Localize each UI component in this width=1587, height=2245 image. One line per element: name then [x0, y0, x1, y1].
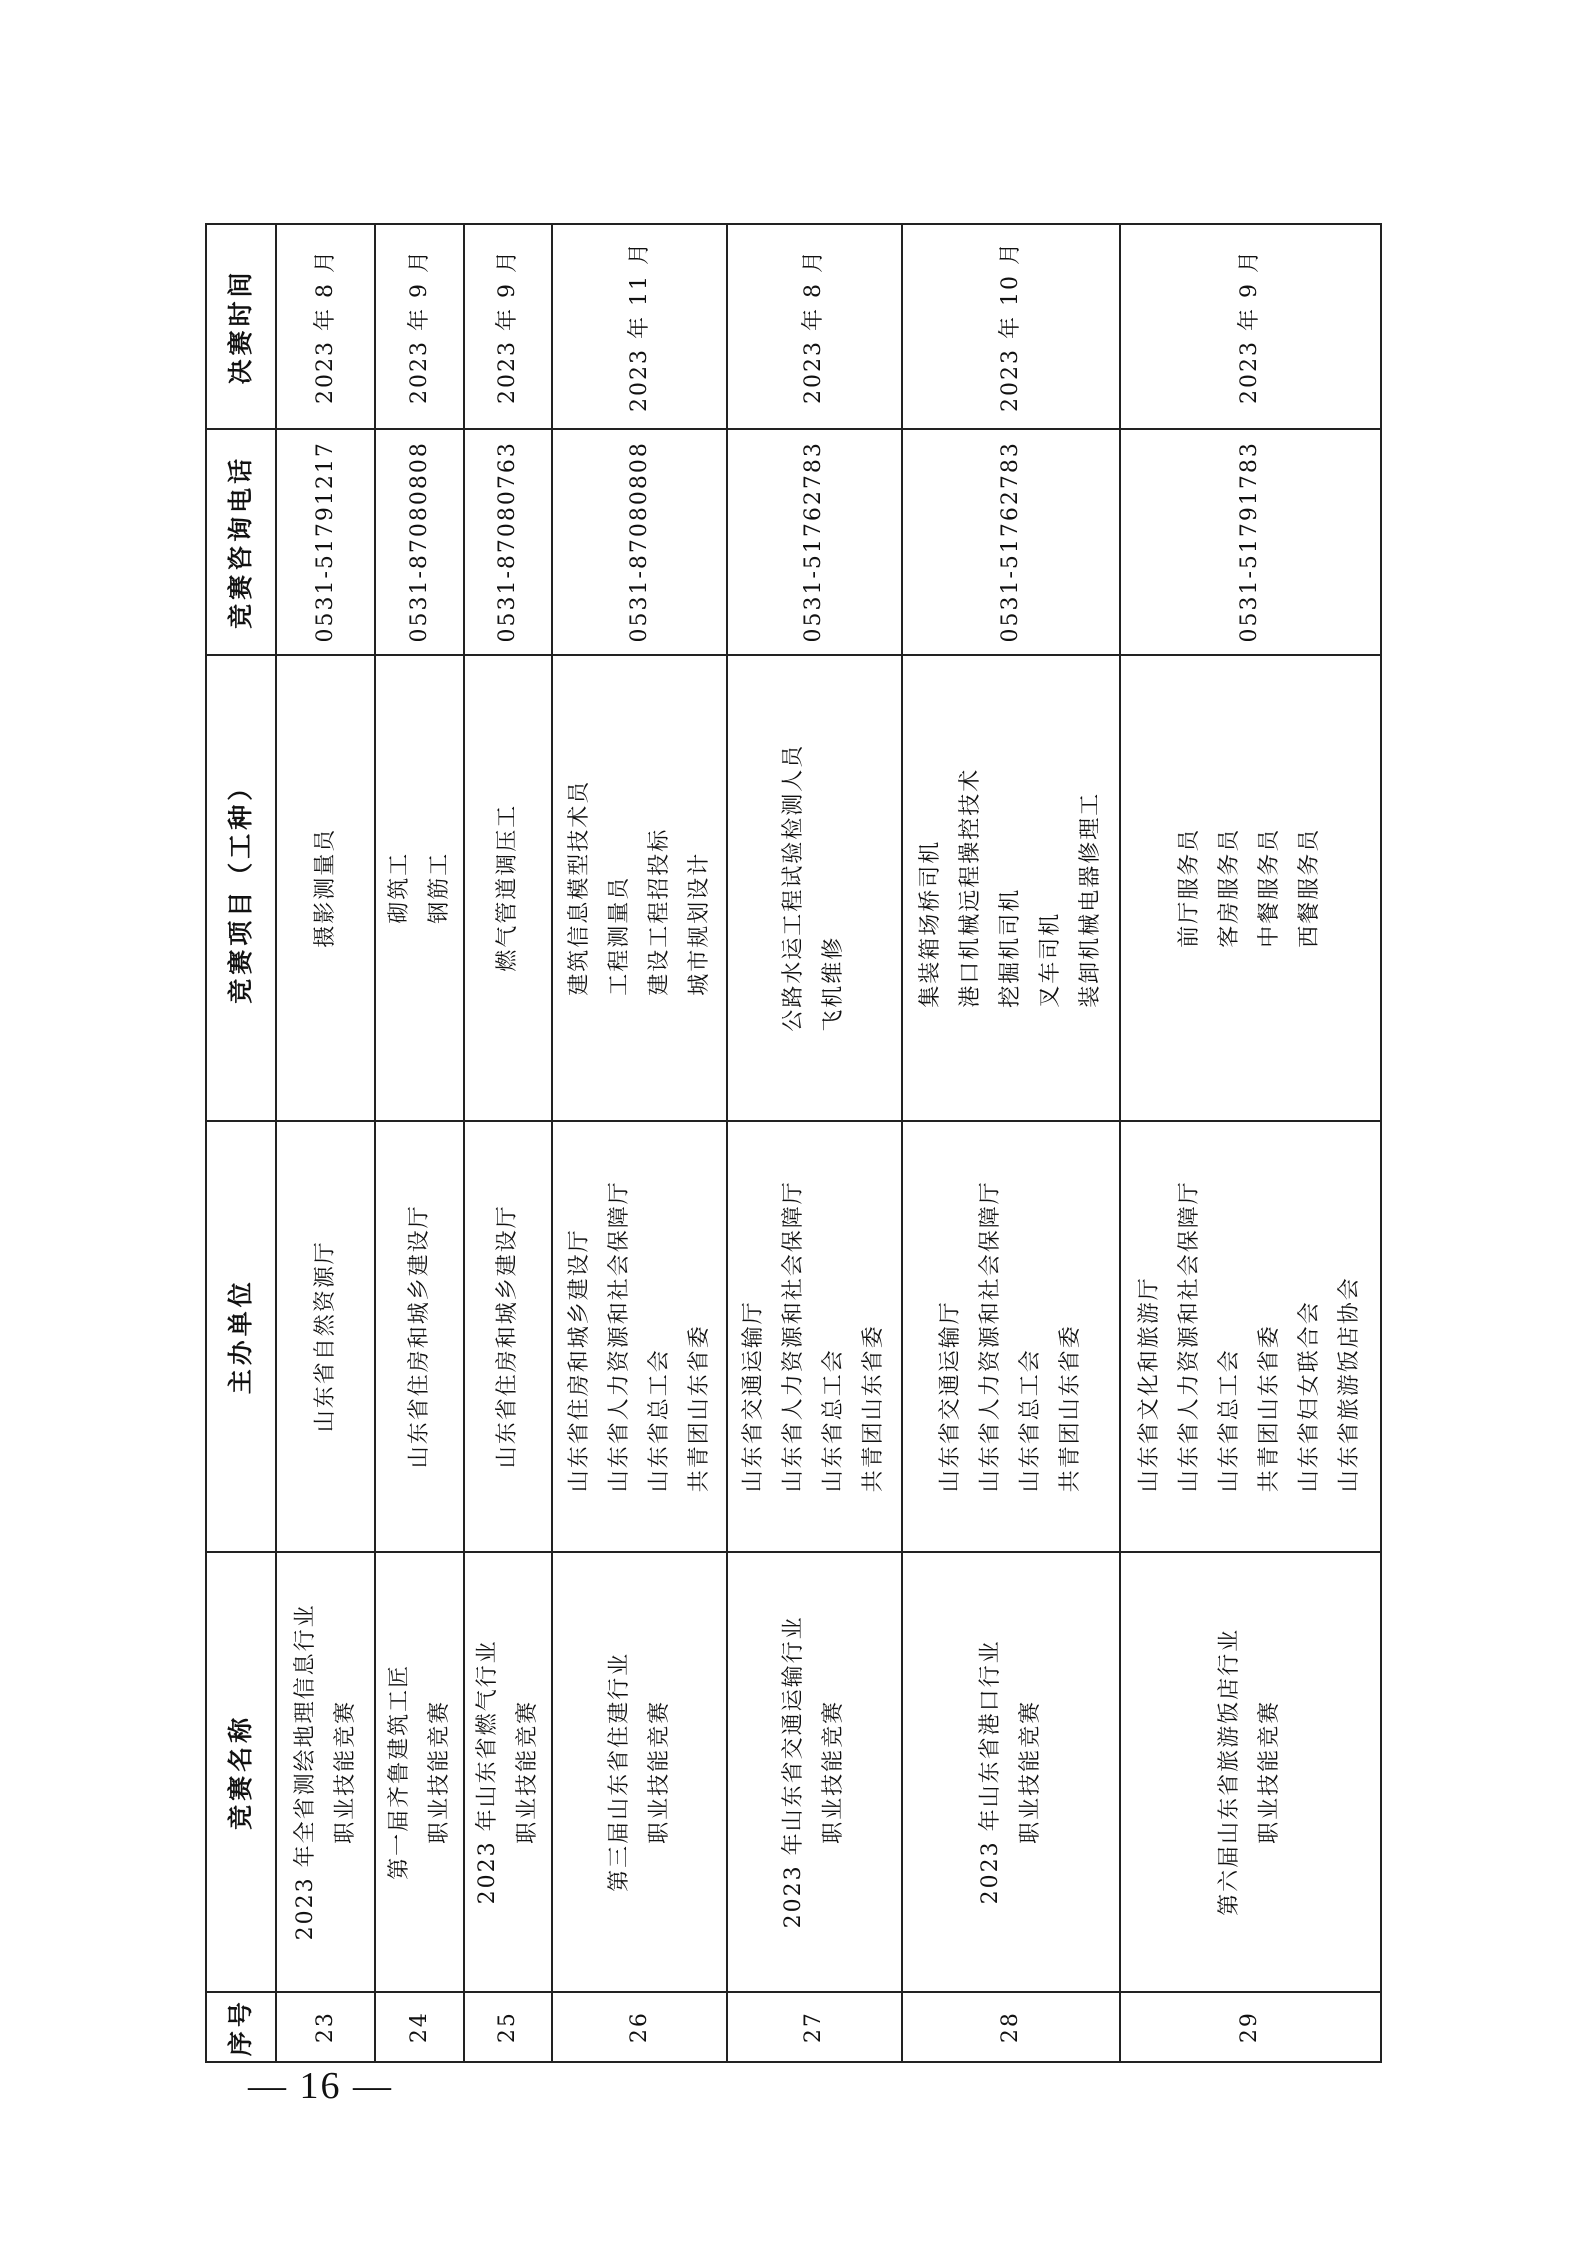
- item-line: 前厅服务员: [1177, 827, 1203, 948]
- organizer-line: 共青团山东省委: [861, 1324, 887, 1493]
- cell-final-time: 2023 年 9 月: [1120, 224, 1381, 429]
- item-line: 挖掘机司机: [997, 887, 1023, 1008]
- organizer-line: 共青团山东省委: [686, 1324, 712, 1493]
- header-seq: 序号: [206, 1992, 276, 2062]
- name-line: 职业技能竞赛: [1017, 1699, 1043, 1844]
- cell-phone: 0531-51762783: [902, 429, 1120, 655]
- cell-organizer: [727, 1121, 902, 1552]
- item-line: 装卸机械电器修理工: [1077, 791, 1103, 1008]
- organizer-line: 山东省人力资源和社会保障厅: [781, 1180, 807, 1493]
- organizer-line: 山东省人力资源和社会保障厅: [977, 1180, 1003, 1493]
- cell-organizer: [464, 1121, 552, 1552]
- cell-final-time: 2023 年 10 月: [902, 224, 1120, 429]
- item-line: 飞机维修: [821, 935, 847, 1032]
- organizer-line: 山东省文化和旅游厅: [1137, 1276, 1163, 1493]
- cell-phone: 0531-51791217: [276, 429, 375, 655]
- cell-name: [552, 1552, 727, 1993]
- name-line: 第一届齐鲁建筑工匠: [386, 1663, 412, 1880]
- cell-phone: 0531-87080763: [464, 429, 552, 655]
- organizer-line: 山东省人力资源和社会保障厅: [606, 1180, 632, 1493]
- organizer-line: 山东省自然资源厅: [312, 1240, 338, 1433]
- table-row: [276, 224, 375, 2062]
- name-line: 2023 年山东省港口行业: [977, 1639, 1003, 1905]
- cell-seq: 24: [375, 1992, 463, 2062]
- cell-items: [727, 655, 902, 1121]
- cell-name: [727, 1552, 902, 1993]
- item-line: 钢筋工: [426, 851, 452, 924]
- header-organizer: 主办单位: [206, 1121, 276, 1552]
- item-line: 建筑信息模型技术员: [566, 779, 592, 996]
- organizer-line: 山东省交通运输厅: [937, 1300, 963, 1493]
- cell-items: [276, 655, 375, 1121]
- table-header-row: [206, 224, 276, 2062]
- cell-final-time: 2023 年 8 月: [727, 224, 902, 429]
- name-line: 2023 年全省测绘地理信息行业: [292, 1603, 318, 1941]
- cell-seq: 23: [276, 1992, 375, 2062]
- table-row: [375, 224, 463, 2062]
- name-line: 职业技能竞赛: [646, 1699, 672, 1844]
- cell-final-time: 2023 年 11 月: [552, 224, 727, 429]
- table-body: [276, 224, 1381, 2062]
- cell-name: [902, 1552, 1120, 1993]
- name-line: 职业技能竞赛: [1257, 1699, 1283, 1844]
- cell-final-time: 2023 年 9 月: [464, 224, 552, 429]
- item-line: 公路水运工程试验检测人员: [781, 743, 807, 1032]
- cell-phone: 0531-87080808: [552, 429, 727, 655]
- name-line: 职业技能竞赛: [332, 1699, 358, 1844]
- name-line: 第三届山东省住建行业: [606, 1651, 632, 1892]
- table-row: [727, 224, 902, 2062]
- header-phone: 竞赛咨询电话: [206, 429, 276, 655]
- cell-organizer: [375, 1121, 463, 1552]
- table-row: [464, 224, 552, 2062]
- name-line: 2023 年山东省交通运输行业: [781, 1615, 807, 1929]
- item-line: 工程测量员: [606, 875, 632, 996]
- organizer-line: 山东省总工会: [821, 1348, 847, 1493]
- cell-items: [902, 655, 1120, 1121]
- organizer-line: 山东省交通运输厅: [741, 1300, 767, 1493]
- item-line: 建设工程招投标: [646, 827, 672, 996]
- organizer-line: 山东省人力资源和社会保障厅: [1177, 1180, 1203, 1493]
- cell-final-time: 2023 年 8 月: [276, 224, 375, 429]
- cell-phone: 0531-87080808: [375, 429, 463, 655]
- organizer-line: 山东省住房和城乡建设厅: [494, 1204, 520, 1469]
- organizer-line: 山东省旅游饭店协会: [1337, 1276, 1363, 1493]
- cell-name: [375, 1552, 463, 1993]
- cell-organizer: [552, 1121, 727, 1552]
- item-line: 客房服务员: [1217, 827, 1243, 948]
- organizer-line: 山东省总工会: [1017, 1348, 1043, 1493]
- organizer-line: 山东省妇女联合会: [1297, 1300, 1323, 1493]
- header-final-time: 决赛时间: [206, 224, 276, 429]
- table-row: [902, 224, 1120, 2062]
- cell-seq: 28: [902, 1992, 1120, 2062]
- name-line: 第六届山东省旅游饭店行业: [1217, 1627, 1243, 1916]
- cell-seq: 26: [552, 1992, 727, 2062]
- organizer-line: 山东省住房和城乡建设厅: [406, 1204, 432, 1469]
- table-row: [552, 224, 727, 2062]
- name-line: 2023 年山东省燃气行业: [474, 1639, 500, 1905]
- organizer-line: 共青团山东省委: [1057, 1324, 1083, 1493]
- item-line: 燃气管道调压工: [494, 803, 520, 972]
- header-items: 竞赛项目（工种）: [206, 655, 276, 1121]
- item-line: 叉车司机: [1037, 911, 1063, 1008]
- cell-name: [1120, 1552, 1381, 1993]
- cell-items: [375, 655, 463, 1121]
- organizer-line: 山东省总工会: [646, 1348, 672, 1493]
- cell-organizer: [1120, 1121, 1381, 1552]
- organizer-line: 共青团山东省委: [1257, 1324, 1283, 1493]
- item-line: 西餐服务员: [1297, 827, 1323, 948]
- page-number: — 16 —: [248, 2065, 393, 2107]
- table-row: [1120, 224, 1381, 2062]
- rotated-table-container: [205, 223, 1382, 2063]
- item-line: 摄影测量员: [312, 827, 338, 948]
- cell-phone: 0531-51762783: [727, 429, 902, 655]
- cell-seq: 25: [464, 1992, 552, 2062]
- name-line: 职业技能竞赛: [426, 1699, 452, 1844]
- cell-phone: 0531-51791783: [1120, 429, 1381, 655]
- organizer-line: 山东省总工会: [1217, 1348, 1243, 1493]
- cell-items: [464, 655, 552, 1121]
- cell-name: [276, 1552, 375, 1993]
- cell-organizer: [902, 1121, 1120, 1552]
- cell-items: [552, 655, 727, 1121]
- cell-final-time: 2023 年 9 月: [375, 224, 463, 429]
- competition-table: [205, 223, 1382, 2063]
- item-line: 城市规划设计: [686, 851, 712, 996]
- name-line: 职业技能竞赛: [821, 1699, 847, 1844]
- cell-items: [1120, 655, 1381, 1121]
- cell-seq: 29: [1120, 1992, 1381, 2062]
- cell-organizer: [276, 1121, 375, 1552]
- item-line: 集装箱场桥司机: [917, 839, 943, 1008]
- cell-seq: 27: [727, 1992, 902, 2062]
- name-line: 职业技能竞赛: [514, 1699, 540, 1844]
- cell-name: [464, 1552, 552, 1993]
- organizer-line: 山东省住房和城乡建设厅: [566, 1228, 592, 1493]
- item-line: 砌筑工: [386, 851, 412, 924]
- header-name: 竞赛名称: [206, 1552, 276, 1993]
- item-line: 港口机械远程操控技术: [957, 767, 983, 1008]
- item-line: 中餐服务员: [1257, 827, 1283, 948]
